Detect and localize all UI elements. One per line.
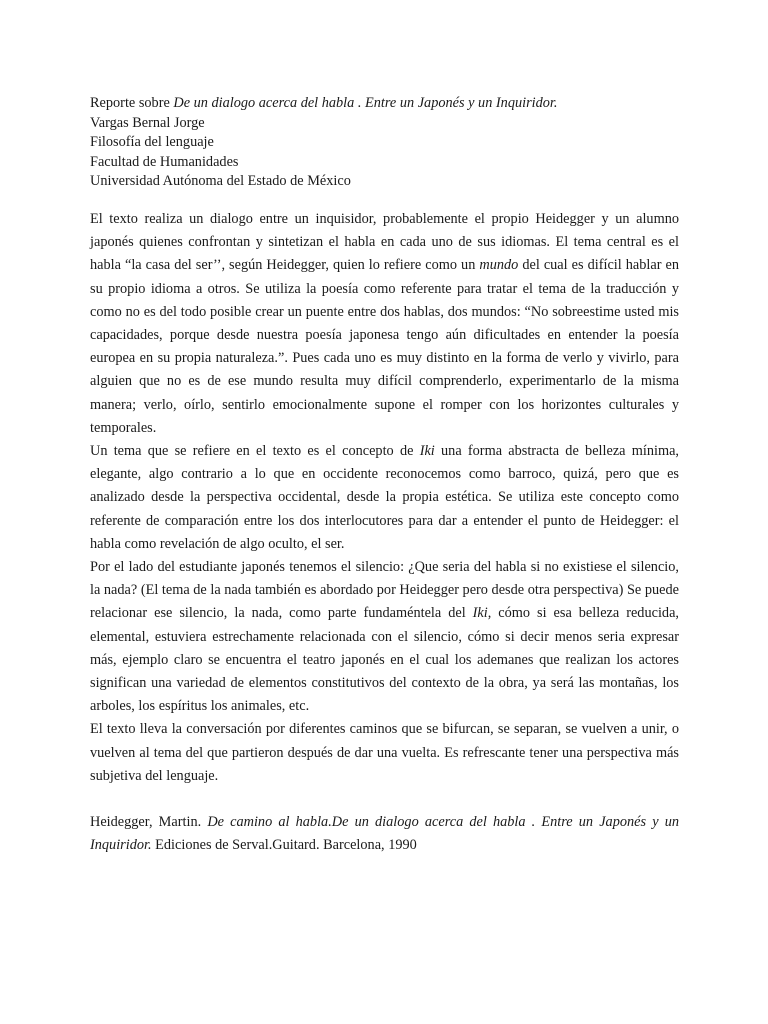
- report-body: [90, 208, 679, 788]
- report-title-line: [90, 94, 690, 114]
- report-prefix: Reporte sobre: [90, 95, 174, 111]
- paragraph-3-text-a: Por el lado del estudiante japonés tenemos el silencio: ¿Que seria del habla si no existiese el silencio, la nada? (El tema de la nada también es abordado por Heidegger pero desde otra perspectiva) Se puede relacionar ese silencio, la nada, como parte fundaméntela del: [90, 559, 679, 622]
- paragraph-3-text-c: , cómo si esa belleza reducida, elemental, estuviera estrechamente relacionada con el silencio, cómo si decir menos seria expresar más, ejemplo claro se encuentra el teatro japonés en el cual los ademanes que realizan los actores significan una variedad de elementos constitutivos del contexto de la obra, ya será las montañas, los arboles, los espíritus los animales, etc.: [90, 605, 679, 715]
- bibliography-publisher: Ediciones de Serval.Guitard. Barcelona, 1990: [151, 836, 417, 853]
- paragraph-2-italic: Iki: [419, 443, 435, 460]
- bibliography-author: Heidegger, Martin.: [90, 814, 208, 830]
- course-name: Filosofía del lenguaje: [90, 134, 214, 150]
- paragraph-3-italic: Iki: [472, 605, 488, 622]
- paragraph-2: [90, 440, 679, 556]
- bibliography-title: De camino al habla.De un dialogo acerca del habla . Entre un Japonés y un Inquiridor.: [90, 814, 679, 853]
- document-header: [90, 94, 690, 192]
- paragraph-1-italic: mundo: [479, 257, 519, 274]
- paragraph-1-text-c: del cual es difícil hablar en su propio idioma a otros. Se utiliza la poesía como referente para tratar el tema de la traducción y como no es del todo posible crear un puente entre dos hablas, dos mundos: “No sobreestime usted mis capacidades, porque desde nuestra poesía japonesa tengo aún dificultades en entender la poesía europea en su propia naturaleza.”. Pues cada uno es muy distinto en la forma de verlo y vivirlo, para alguien que no es de ese mundo resulta muy difícil comprenderlo, experimentarlo de la misma manera; verlo, oírlo, sentirlo emocionalmente supone el romper con los horizontes culturales y temporales.: [90, 257, 679, 436]
- paragraph-2-text-c: una forma abstracta de belleza mínima, elegante, algo contrario a lo que en occidente reconocemos como barroco, quizá, pero que es analizado desde la perspectiva occidental, desde la propia estética. Se utiliza este concepto como referente de comparación entre los dos interlocutores para dar a entender el punto de Heidegger: el habla como revelación de algo oculto, el ser.: [90, 443, 680, 552]
- paragraph-3: [90, 556, 679, 718]
- paragraph-1: [90, 208, 679, 440]
- paragraph-1-text-a: El texto realiza un dialogo entre un inquisidor, probablemente el propio Heidegger y un alumno japonés quienes confrontan y sintetizan el habla en cada uno de sus idiomas. El tema central es el habla “la casa del ser’’, según Heidegger, quien lo refiere como un: [90, 211, 679, 274]
- paragraph-2-text-a: Un tema que se refiere en el texto es el concepto de: [90, 443, 420, 460]
- report-title: De un dialogo acerca del habla . Entre un Japonés y un Inquiridor.: [173, 95, 558, 111]
- paragraph-4: [90, 718, 679, 788]
- paragraph-4-text-a: El texto lleva la conversación por diferentes caminos que se bifurcan, se separan, se vuelven a unir, o vuelven al tema del que partieron después de dar una vuelta. Es refrescante tener una perspectiva más subjetiva del lenguaje.: [90, 721, 679, 784]
- faculty-name: Facultad de Humanidades: [90, 153, 239, 170]
- author-name: Vargas Bernal Jorge: [90, 114, 205, 131]
- university-name: Universidad Autónoma del Estado de México: [90, 173, 351, 189]
- bibliography-entry: [90, 811, 679, 856]
